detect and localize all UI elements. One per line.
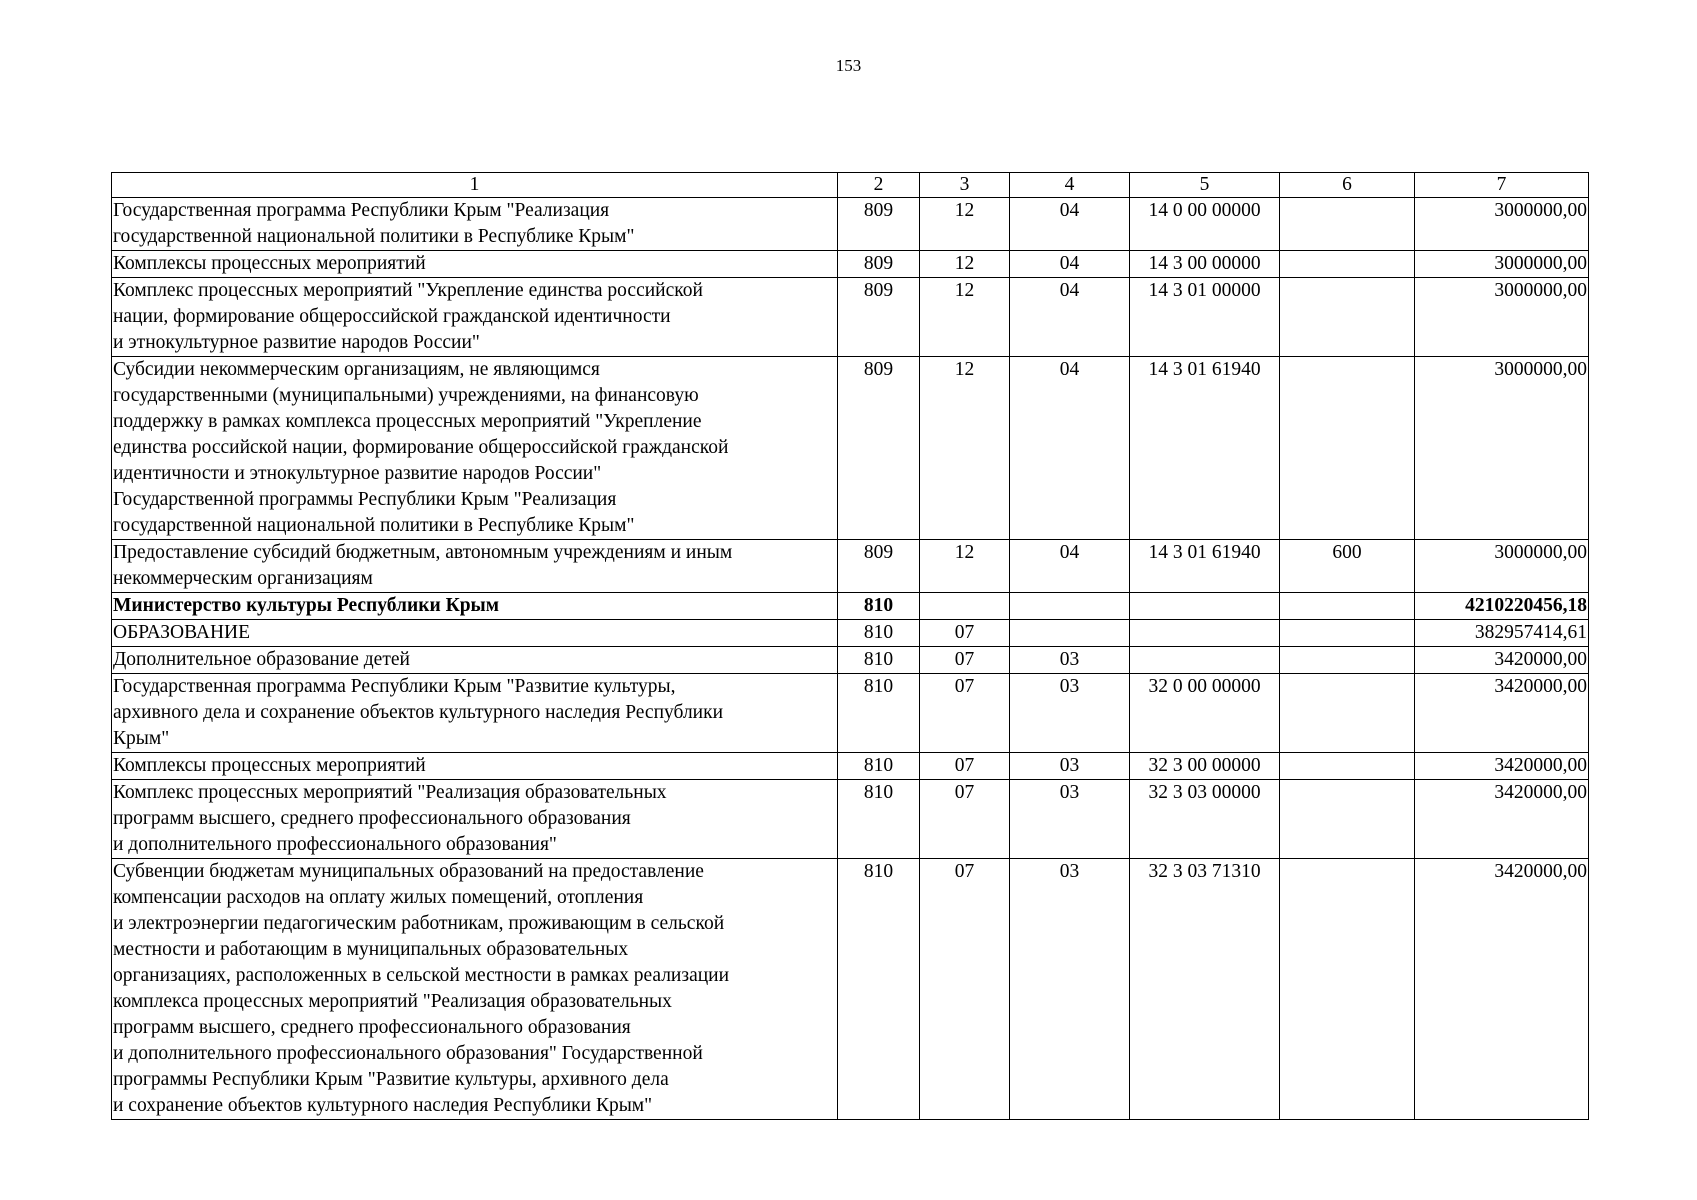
row-code-col5: 32 3 03 71310	[1130, 859, 1280, 1120]
row-code-col3: 12	[920, 278, 1010, 357]
budget-table	[111, 172, 1589, 1120]
row-amount: 3000000,00	[1415, 251, 1589, 278]
row-code-col4: 04	[1010, 278, 1130, 357]
row-code-col5: 32 3 00 00000	[1130, 753, 1280, 780]
column-header-5: 5	[1130, 173, 1280, 198]
row-code-col6	[1280, 593, 1415, 620]
row-code-col5: 14 3 01 61940	[1130, 357, 1280, 540]
row-code-col5	[1130, 620, 1280, 647]
row-code-col2: 809	[838, 540, 920, 593]
row-code-col3: 07	[920, 647, 1010, 674]
row-code-col6	[1280, 620, 1415, 647]
column-header-3: 3	[920, 173, 1010, 198]
row-code-col2: 810	[838, 674, 920, 753]
table-row	[112, 859, 1589, 1120]
row-amount: 3420000,00	[1415, 753, 1589, 780]
row-code-col3: 12	[920, 357, 1010, 540]
table-row	[112, 357, 1589, 540]
row-code-col4: 04	[1010, 540, 1130, 593]
row-code-col4: 03	[1010, 859, 1130, 1120]
column-header-7: 7	[1415, 173, 1589, 198]
header-row	[112, 173, 1589, 198]
row-amount: 4210220456,18	[1415, 593, 1589, 620]
table-row	[112, 593, 1589, 620]
row-code-col3: 07	[920, 780, 1010, 859]
row-code-col5: 14 3 01 61940	[1130, 540, 1280, 593]
table-row	[112, 540, 1589, 593]
row-code-col3: 07	[920, 620, 1010, 647]
row-code-col5: 32 0 00 00000	[1130, 674, 1280, 753]
row-code-col6: 600	[1280, 540, 1415, 593]
row-code-col6	[1280, 251, 1415, 278]
row-amount: 3420000,00	[1415, 647, 1589, 674]
row-code-col3	[920, 593, 1010, 620]
row-code-col5: 14 0 00 00000	[1130, 198, 1280, 251]
row-code-col4: 04	[1010, 251, 1130, 278]
row-code-col2: 809	[838, 278, 920, 357]
row-amount: 3000000,00	[1415, 278, 1589, 357]
row-amount: 382957414,61	[1415, 620, 1589, 647]
table-row	[112, 647, 1589, 674]
page-number: 153	[835, 56, 862, 75]
table-row	[112, 753, 1589, 780]
row-code-col3: 07	[920, 753, 1010, 780]
row-code-col2: 810	[838, 647, 920, 674]
row-description: Субвенции бюджетам муниципальных образований на предоставление компенсации расходов на оплату жилых помещений, отопления и электроэнергии педагогическим работникам, проживающим в сельской местности и работающим в муниципальных образовательных организациях, расположенных в сельской местности в рамках реализации комплекса процессных мероприятий "Реализация образовательных программ высшего, среднего профессионального образования и дополнительного профессионального образования" Государственной программы Республики Крым "Развитие культуры, архивного дела и сохранение объектов культурного наследия Республики Крым"	[112, 859, 838, 1120]
row-description: Комплекс процессных мероприятий "Укрепление единства российской нации, формирование общероссийской гражданской идентичности и этнокультурное развитие народов России"	[112, 278, 838, 357]
table-row	[112, 198, 1589, 251]
row-code-col4: 03	[1010, 753, 1130, 780]
row-code-col2: 809	[838, 357, 920, 540]
row-description: Дополнительное образование детей	[112, 647, 838, 674]
row-code-col3: 07	[920, 859, 1010, 1120]
row-code-col4: 03	[1010, 780, 1130, 859]
row-code-col6	[1280, 753, 1415, 780]
column-header-1: 1	[112, 173, 838, 198]
column-header-2: 2	[838, 173, 920, 198]
row-code-col4: 04	[1010, 198, 1130, 251]
row-code-col5: 14 3 00 00000	[1130, 251, 1280, 278]
table-body	[112, 198, 1589, 1120]
row-description: Государственная программа Республики Крым "Реализация государственной национальной политики в Республике Крым"	[112, 198, 838, 251]
row-code-col4	[1010, 620, 1130, 647]
row-code-col3: 07	[920, 674, 1010, 753]
row-amount: 3000000,00	[1415, 357, 1589, 540]
row-code-col6	[1280, 278, 1415, 357]
row-description: Министерство культуры Республики Крым	[112, 593, 838, 620]
table-row	[112, 674, 1589, 753]
row-description: Государственная программа Республики Крым "Развитие культуры, архивного дела и сохранение объектов культурного наследия Республики Крым"	[112, 674, 838, 753]
row-code-col3: 12	[920, 540, 1010, 593]
row-code-col2: 809	[838, 198, 920, 251]
table-row	[112, 251, 1589, 278]
row-code-col3: 12	[920, 198, 1010, 251]
row-amount: 3420000,00	[1415, 859, 1589, 1120]
column-header-6: 6	[1280, 173, 1415, 198]
table-row	[112, 278, 1589, 357]
row-code-col4: 04	[1010, 357, 1130, 540]
row-code-col2: 810	[838, 780, 920, 859]
table-row	[112, 620, 1589, 647]
row-code-col2: 810	[838, 620, 920, 647]
row-description: Комплексы процессных мероприятий	[112, 251, 838, 278]
row-code-col6	[1280, 647, 1415, 674]
row-code-col4: 03	[1010, 647, 1130, 674]
row-amount: 3420000,00	[1415, 780, 1589, 859]
row-code-col5: 32 3 03 00000	[1130, 780, 1280, 859]
row-code-col2: 810	[838, 753, 920, 780]
row-code-col6	[1280, 780, 1415, 859]
row-code-col5	[1130, 647, 1280, 674]
row-code-col4	[1010, 593, 1130, 620]
row-code-col4: 03	[1010, 674, 1130, 753]
row-description: Предоставление субсидий бюджетным, автономным учреждениям и иным некоммерческим организациям	[112, 540, 838, 593]
row-code-col2: 810	[838, 593, 920, 620]
row-code-col6	[1280, 357, 1415, 540]
column-header-4: 4	[1010, 173, 1130, 198]
row-code-col6	[1280, 198, 1415, 251]
row-amount: 3420000,00	[1415, 674, 1589, 753]
row-amount: 3000000,00	[1415, 540, 1589, 593]
row-code-col5: 14 3 01 00000	[1130, 278, 1280, 357]
row-code-col2: 809	[838, 251, 920, 278]
row-code-col3: 12	[920, 251, 1010, 278]
row-code-col6	[1280, 674, 1415, 753]
row-description: Субсидии некоммерческим организациям, не являющимся государственными (муниципальными) учреждениями, на финансовую поддержку в рамках комплекса процессных мероприятий "Укрепление единства российской нации, формирование общероссийской гражданской идентичности и этнокультурное развитие народов России" Государственной программы Республики Крым "Реализация государственной национальной политики в Республике Крым"	[112, 357, 838, 540]
table-row	[112, 780, 1589, 859]
row-code-col5	[1130, 593, 1280, 620]
row-description: Комплексы процессных мероприятий	[112, 753, 838, 780]
row-amount: 3000000,00	[1415, 198, 1589, 251]
row-description: ОБРАЗОВАНИЕ	[112, 620, 838, 647]
row-code-col6	[1280, 859, 1415, 1120]
row-code-col2: 810	[838, 859, 920, 1120]
row-description: Комплекс процессных мероприятий "Реализация образовательных программ высшего, среднего профессионального образования и дополнительного профессионального образования"	[112, 780, 838, 859]
